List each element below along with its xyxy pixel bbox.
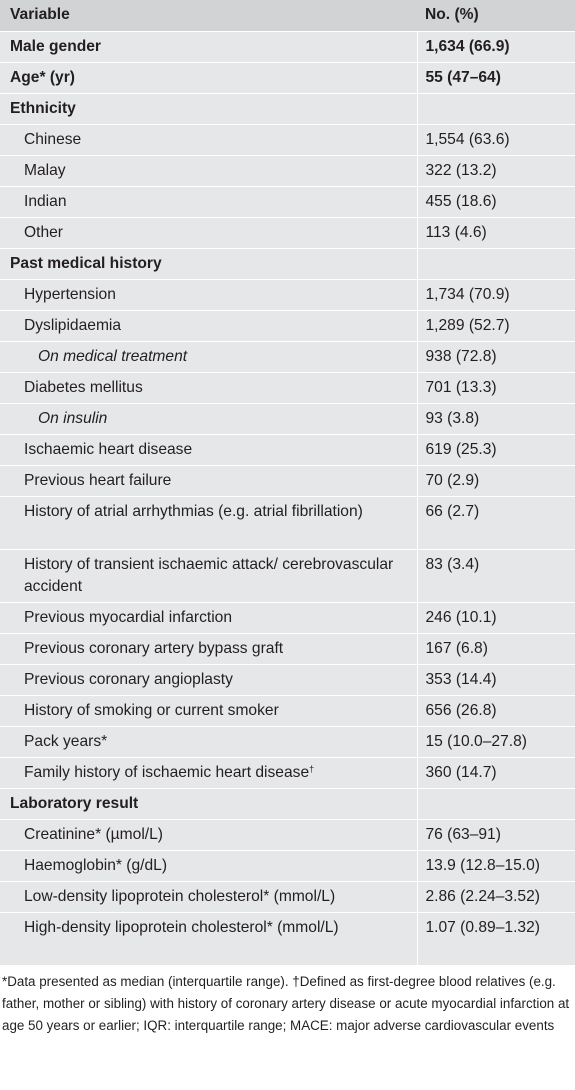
row-label [0,850,417,881]
row-label-text: Diabetes mellitus [24,378,143,396]
table-row [0,310,575,341]
table-body [0,31,575,965]
row-label-text: Hypertension [24,285,116,303]
row-label-text: Creatinine* (µmol/L) [24,825,163,843]
table-row [0,186,575,217]
row-value: 83 (3.4) [417,549,575,602]
table-row [0,217,575,248]
table-row [0,912,575,965]
table-header-row [0,0,575,31]
row-label [0,341,417,372]
table-row [0,757,575,788]
row-label-text: On medical treatment [38,347,188,365]
row-label-text: Dyslipidaemia [24,316,122,334]
row-value: 93 (3.8) [417,403,575,434]
row-label [0,881,417,912]
row-label [0,633,417,664]
row-value: 1,554 (63.6) [417,124,575,155]
row-value: 13.9 (12.8–15.0) [417,850,575,881]
row-label [0,496,417,549]
row-label-text: Pack years* [24,732,108,750]
row-label [0,912,417,965]
column-header-value: No. (%) [425,6,479,23]
table-row [0,664,575,695]
table-row [0,465,575,496]
row-label [0,726,417,757]
row-label-text: Indian [24,192,67,210]
row-label-text: History of smoking or current smoker [24,701,279,719]
row-value: 2.86 (2.24–3.52) [417,881,575,912]
row-value: 1,634 (66.9) [417,31,575,62]
row-label-text: Family history of ischaemic heart disease [24,763,310,781]
row-value: 70 (2.9) [417,465,575,496]
row-value: 1,734 (70.9) [417,279,575,310]
row-value: 938 (72.8) [417,341,575,372]
row-value [417,788,575,819]
table-footnote: *Data presented as median (interquartile range). †Defined as first-degree blood relatives (e.g. father, mother or sibling) with history of coronary artery disease or acute myocardial infarction at age 50 years or earlier; IQR: interquartile range; MACE: major adverse cardiovascular events [2,974,570,1033]
row-value: 619 (25.3) [417,434,575,465]
row-value: 66 (2.7) [417,496,575,549]
row-value: 55 (47–64) [417,62,575,93]
column-header-variable: Variable [10,6,70,23]
row-value: 1,289 (52.7) [417,310,575,341]
row-value: 113 (4.6) [417,217,575,248]
row-label-text: On insulin [38,409,108,427]
row-label-text: Previous myocardial infarction [24,608,233,626]
table-row [0,341,575,372]
row-label-text: Low-density lipoprotein cholesterol* (mmol/L) [24,887,336,905]
table-row [0,788,575,819]
row-label [0,62,417,93]
table-row [0,62,575,93]
row-label-text: Past medical history [10,254,162,272]
row-label-text: Malay [24,161,66,179]
table-row [0,93,575,124]
table-row [0,434,575,465]
row-label [0,279,417,310]
row-label-text: History of atrial arrhythmias (e.g. atrial fibrillation) [24,502,363,520]
row-label-text: Previous heart failure [24,471,172,489]
row-label [0,403,417,434]
row-value: 701 (13.3) [417,372,575,403]
row-label [0,434,417,465]
row-label [0,372,417,403]
row-label [0,819,417,850]
row-label-text: Age* (yr) [10,68,75,86]
table-row [0,155,575,186]
row-label-text: Ethnicity [10,99,76,117]
table-row [0,496,575,549]
row-label [0,664,417,695]
row-value: 1.07 (0.89–1.32) [417,912,575,965]
table-row [0,124,575,155]
table-row [0,248,575,279]
table-row [0,31,575,62]
row-label-text: History of transient ischaemic attack/ cerebrovascular accident [24,555,394,595]
table-row [0,279,575,310]
row-label-text: High-density lipoprotein cholesterol* (mmol/L) [24,918,339,936]
row-label [0,124,417,155]
row-label-text: Previous coronary artery bypass graft [24,639,284,657]
row-label [0,549,417,602]
table-row [0,633,575,664]
row-label-text: Male gender [10,37,101,55]
row-value [417,248,575,279]
row-label-text: Ischaemic heart disease [24,440,193,458]
row-label [0,93,417,124]
row-value: 322 (13.2) [417,155,575,186]
row-label-text: Haemoglobin* (g/dL) [24,856,168,874]
table-row [0,372,575,403]
row-value: 246 (10.1) [417,602,575,633]
row-label [0,757,417,788]
row-label [0,155,417,186]
row-value: 167 (6.8) [417,633,575,664]
row-label-text: Laboratory result [10,794,139,812]
row-label [0,602,417,633]
table-row [0,403,575,434]
table-row [0,850,575,881]
row-label [0,465,417,496]
row-label [0,695,417,726]
row-label-text: Other [24,223,63,241]
row-value: 15 (10.0–27.8) [417,726,575,757]
row-value: 353 (14.4) [417,664,575,695]
row-label [0,217,417,248]
table-row [0,819,575,850]
row-label [0,248,417,279]
table-row [0,549,575,602]
row-label [0,788,417,819]
footnote-marker: † [309,763,315,774]
row-value: 455 (18.6) [417,186,575,217]
row-value: 360 (14.7) [417,757,575,788]
table-row [0,602,575,633]
row-label-text: Chinese [24,130,82,148]
row-value: 76 (63–91) [417,819,575,850]
row-label [0,186,417,217]
table-row [0,726,575,757]
row-label-text: Previous coronary angioplasty [24,670,233,688]
row-value [417,93,575,124]
row-value: 656 (26.8) [417,695,575,726]
row-label [0,31,417,62]
row-label [0,310,417,341]
table-row [0,881,575,912]
table-row [0,695,575,726]
